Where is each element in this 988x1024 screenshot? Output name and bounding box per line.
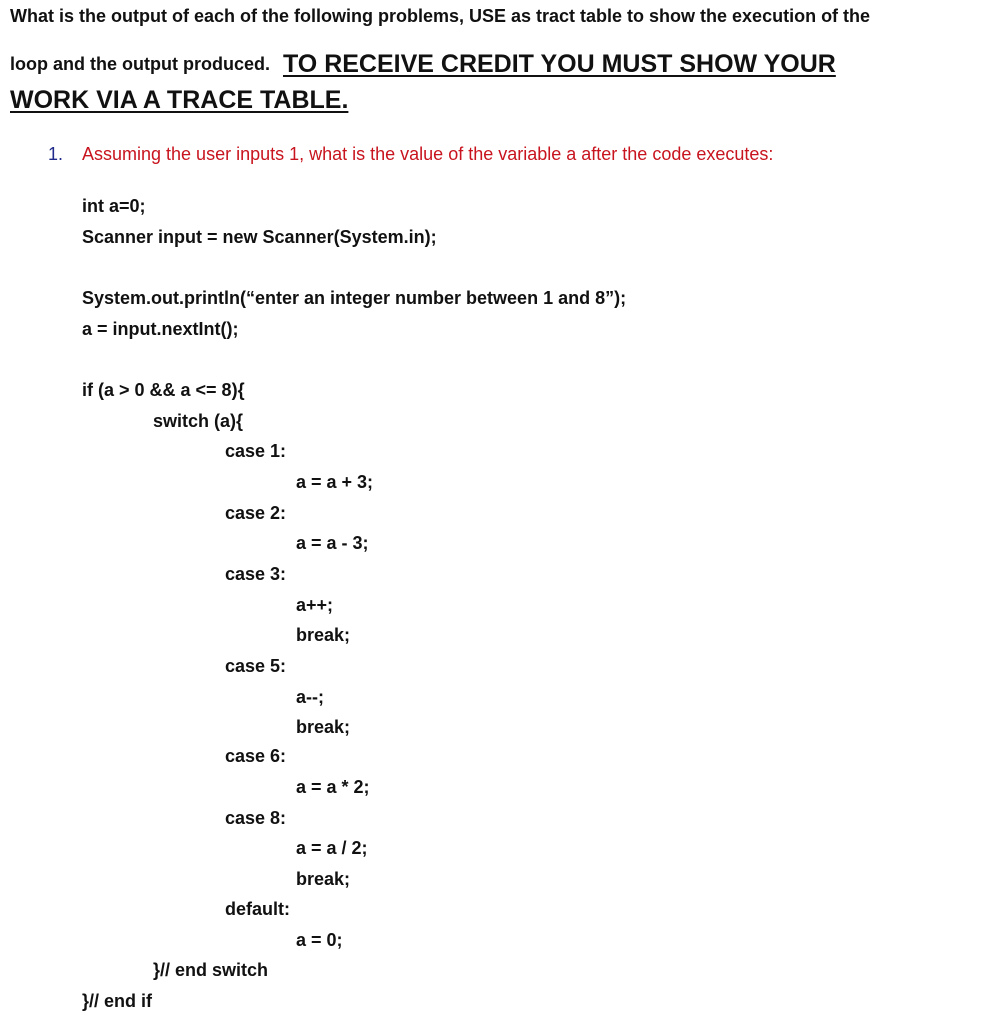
code-line: a = a + 3; [296, 472, 374, 492]
code-line: a = a * 2; [296, 777, 370, 797]
code-line: a = input.nextInt(); [82, 319, 239, 339]
code-line: a++; [296, 595, 334, 615]
code-line: a = a - 3; [296, 533, 369, 553]
code-line: case 3: [225, 564, 287, 584]
code-line: case 8: [225, 808, 287, 828]
code-line: case 1: [225, 441, 287, 461]
instructions-line-1: What is the output of each of the following problems, USE as tract table to show the execution of the [10, 6, 871, 26]
credit-warning-part-2: WORK VIA A TRACE TABLE. [10, 86, 349, 114]
code-line: Scanner input = new Scanner(System.in); [82, 227, 437, 247]
code-line: break; [296, 717, 351, 737]
code-line: if (a > 0 && a <= 8){ [82, 380, 245, 400]
question-text: Assuming the user inputs 1, what is the value of the variable a after the code executes: [82, 144, 774, 164]
code-line: System.out.println(“enter an integer number between 1 and 8”); [82, 288, 627, 308]
code-line: int a=0; [82, 196, 146, 216]
code-line: case 2: [225, 503, 287, 523]
question-number: 1. [48, 144, 64, 164]
code-line: switch (a){ [153, 411, 244, 431]
code-line: break; [296, 869, 351, 889]
code-line: }// end switch [153, 960, 269, 980]
code-line: a = 0; [296, 930, 343, 950]
code-line: a--; [296, 687, 324, 707]
code-line: default: [225, 899, 290, 919]
code-line: a = a / 2; [296, 838, 368, 858]
code-line: break; [296, 625, 351, 645]
code-line: }// end if [82, 991, 153, 1011]
code-line: case 6: [225, 746, 287, 766]
credit-warning-part-1: TO RECEIVE CREDIT YOU MUST SHOW YOUR [282, 50, 836, 78]
instructions-line-2-prefix: loop and the output produced. [10, 54, 270, 74]
code-line: case 5: [225, 656, 287, 676]
